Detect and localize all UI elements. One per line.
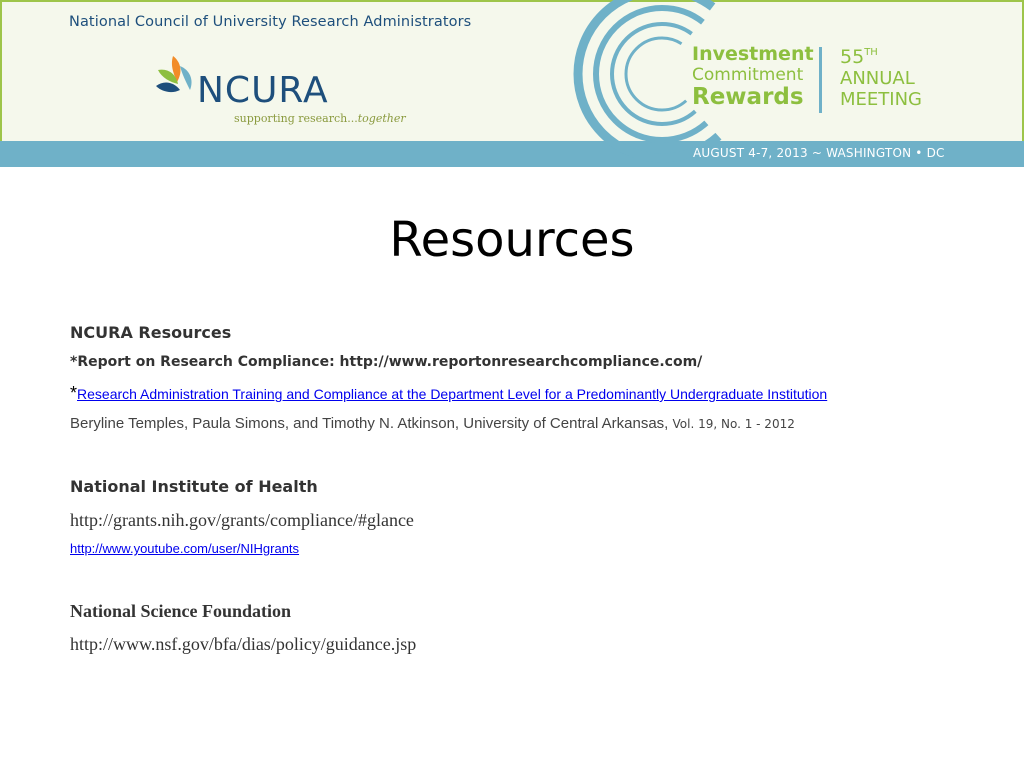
ncura-wordmark: NCURA [197, 70, 329, 111]
article-link[interactable]: Research Administration Training and Compliance at the Department Level for a Predominantly Undergraduate Institution [77, 386, 828, 402]
tagline-investment: Investment [692, 43, 814, 65]
article-authors-names: Beryline Temples, Paula Simons, and Timothy N. Atkinson, University of Central Arkansas, [70, 415, 673, 432]
meeting-number [840, 48, 922, 67]
article-star: * [70, 383, 78, 403]
ncura-resources-heading: NCURA Resources [70, 323, 232, 342]
conference-tagline [692, 45, 814, 109]
meeting-number-suffix: TH [864, 47, 878, 58]
annual-meeting-label [840, 48, 922, 109]
nsf-guidance-url: http://www.nsf.gov/bfa/dias/policy/guidance.jsp [70, 634, 417, 654]
tagline-rewards: Rewards [692, 84, 804, 110]
slide-title: Resources [389, 212, 635, 268]
report-compliance-line: *Report on Research Compliance: http://www.reportonresearchcompliance.com/ [70, 354, 703, 370]
logo-tagline-lead: supporting research... [234, 112, 358, 125]
meeting-number-value: 55 [840, 46, 865, 68]
nih-youtube-line [70, 541, 299, 556]
logo-tagline [234, 112, 406, 125]
org-title: National Council of University Research Administrators [69, 14, 472, 30]
meeting-line-meeting: MEETING [840, 89, 922, 110]
article-authors [70, 415, 795, 432]
conference-banner [0, 0, 1024, 167]
tagline-commitment: Commitment [692, 65, 804, 85]
banner-divider [819, 47, 822, 113]
article-line [70, 383, 827, 404]
event-date: AUGUST 4-7, 2013 ~ WASHINGTON • DC [693, 146, 945, 160]
nih-youtube-link[interactable]: http://www.youtube.com/user/NIHgrants [70, 541, 300, 556]
nih-compliance-url: http://grants.nih.gov/grants/compliance/#glance [70, 510, 414, 530]
ncura-logo-icon [150, 52, 196, 104]
nsf-heading: National Science Foundation [70, 601, 292, 621]
nih-heading: National Institute of Health [70, 477, 318, 496]
article-volume: Vol. 19, No. 1 - 2012 [672, 417, 795, 431]
meeting-line-annual: ANNUAL [840, 68, 915, 89]
logo-tagline-together: together [357, 112, 406, 125]
